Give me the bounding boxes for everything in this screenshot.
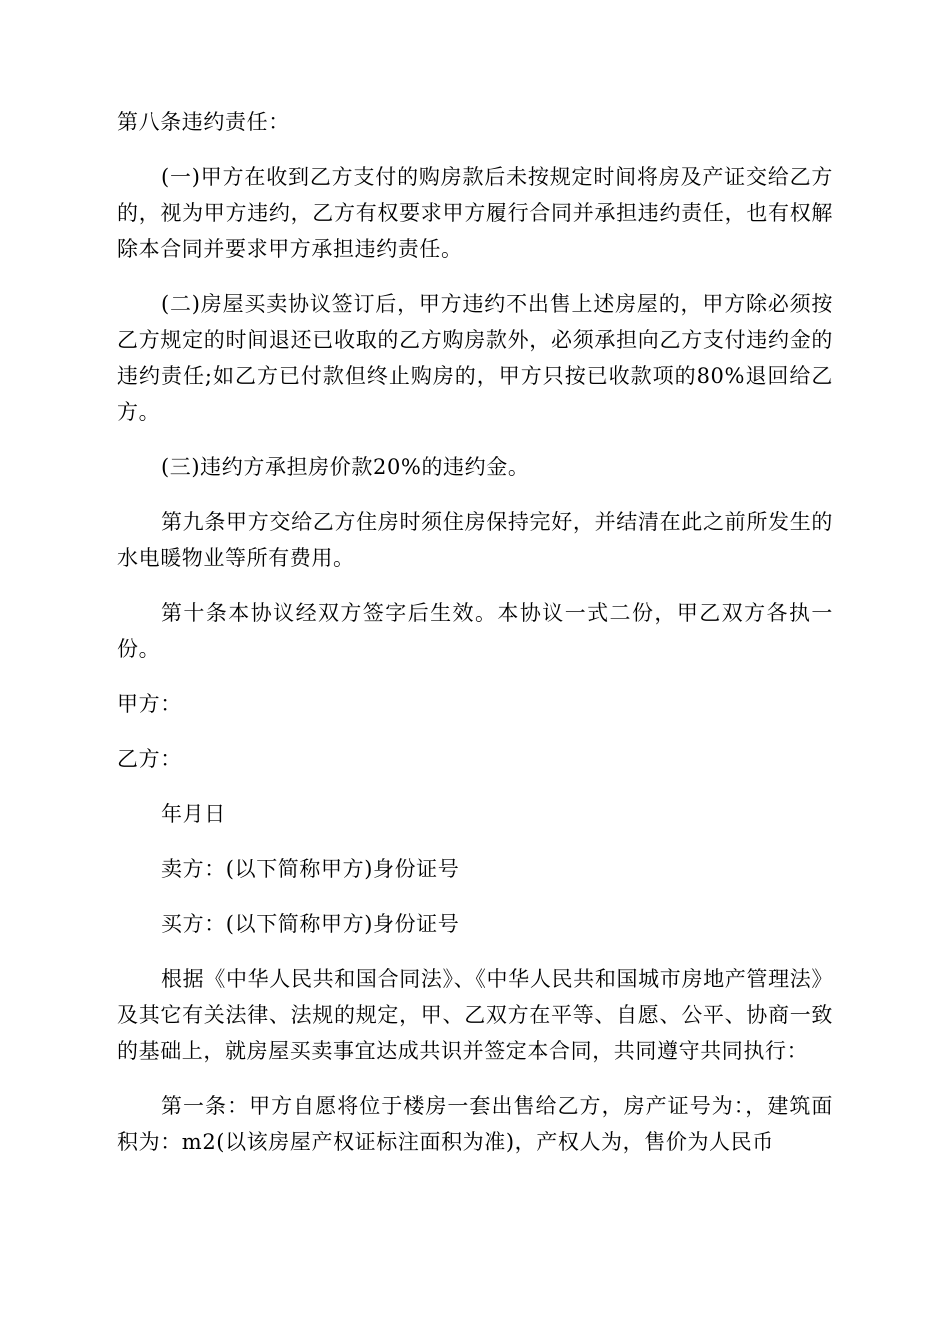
- contract-preamble: 根据《中华人民共和国合同法》、《中华人民共和国城市房地产管理法》及其它有关法律、法规的规定，甲、乙双方在平等、自愿、公平、协商一致的基础上，就房屋买卖事宜达成共识并签定本合同，共同遵守共同执行：: [117, 967, 833, 1063]
- party-b-label: 乙方：: [117, 747, 182, 771]
- article-1: 第一条：甲方自愿将位于楼房一套出售给乙方，房产证号为：，建筑面积为：m2(以该房屋产权证标注面积为准)，产权人为，售价为人民币: [117, 1094, 833, 1154]
- party-a-label: 甲方：: [117, 692, 182, 716]
- document-body: [117, 104, 833, 1179]
- article-8-title: 第八条违约责任：: [117, 110, 290, 134]
- article-9: 第九条甲方交给乙方住房时须住房保持完好，并结清在此之前所发生的水电暖物业等所有费用。: [117, 510, 833, 570]
- article-10: 第十条本协议经双方签字后生效。本协议一式二份，甲乙双方各执一份。: [117, 601, 833, 661]
- date-line: 年月日: [161, 802, 226, 826]
- article-8-item-1: (一)甲方在收到乙方支付的购房款后未按规定时间将房及产证交给乙方的，视为甲方违约，乙方有权要求甲方履行合同并承担违约责任，也有权解除本合同并要求甲方承担违约责任。: [117, 165, 833, 261]
- seller-line: 卖方：(以下简称甲方)身份证号: [161, 857, 460, 881]
- article-8-item-3: (三)违约方承担房价款20%的违约金。: [161, 455, 530, 479]
- article-8-item-2: (二)房屋买卖协议签订后，甲方违约不出售上述房屋的，甲方除必须按乙方规定的时间退还已收取的乙方购房款外，必须承担向乙方支付违约金的违约责任;如乙方已付款但终止购房的，甲方只按已收款项的80%退回给乙方。: [117, 292, 833, 424]
- buyer-line: 买方：(以下简称甲方)身份证号: [161, 912, 460, 936]
